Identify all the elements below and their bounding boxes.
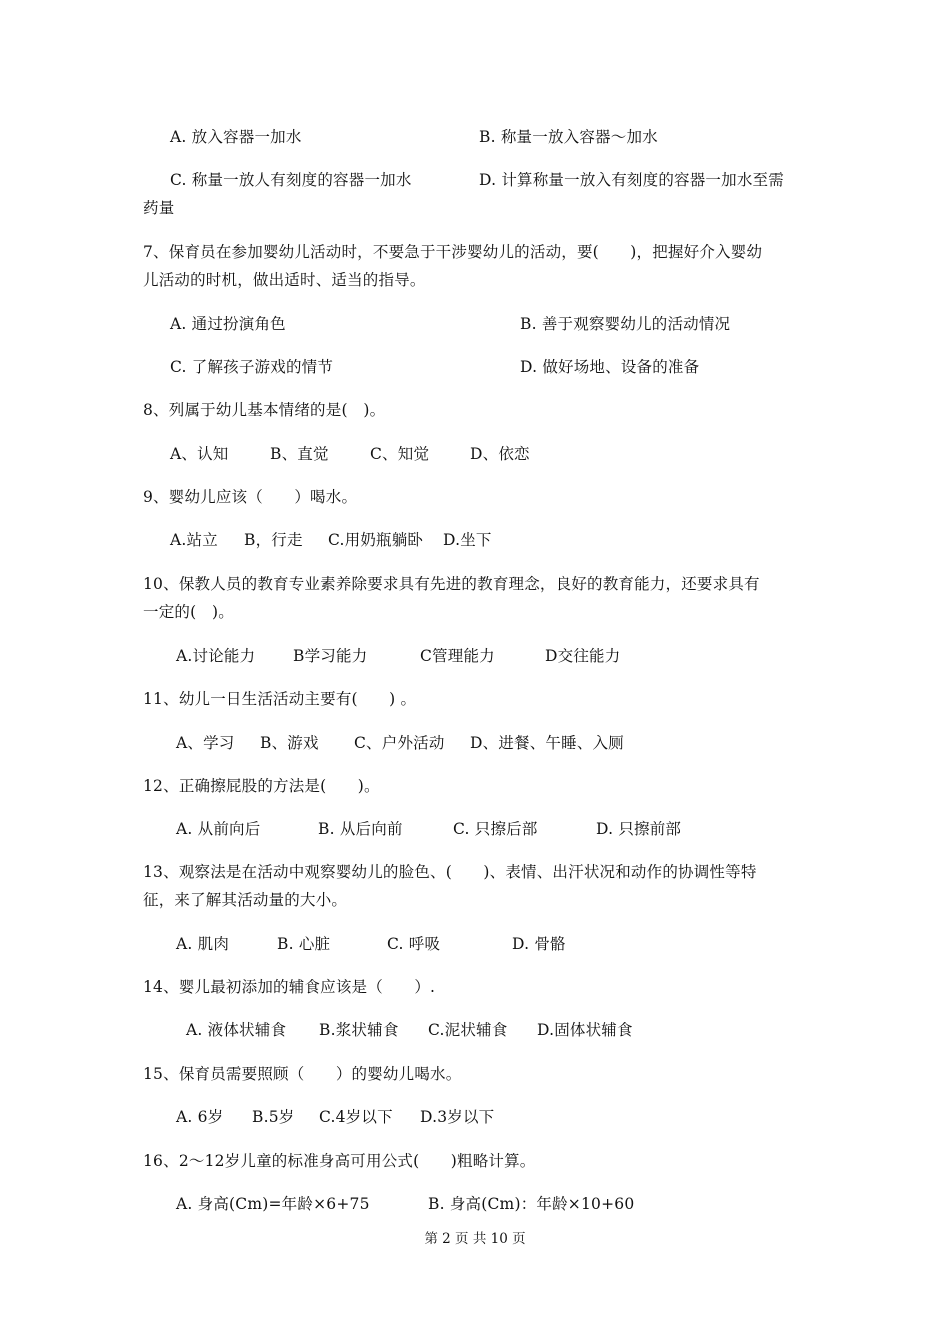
q6-option-c: C. 称量一放人有刻度的容器一加水: [170, 171, 412, 189]
q12-option-a: A. 从前向后: [176, 820, 261, 838]
q11-option-b: B、游戏: [260, 734, 319, 752]
q16-option-b: B. 身高(Cm)：年龄×10+60: [428, 1195, 635, 1213]
q13-stem: 13、观察法是在活动中观察婴幼儿的脸色、( )、表情、出汗状况和动作的协调性等特: [143, 863, 757, 881]
q14-stem: 14、婴儿最初添加的辅食应该是（ ）.: [143, 978, 436, 996]
q7-option-c: C. 了解孩子游戏的情节: [170, 358, 334, 376]
q13-option-c: C. 呼吸: [387, 935, 441, 953]
q15-option-b: B.5岁: [252, 1108, 295, 1126]
q6-option-a: A. 放入容器一加水: [170, 128, 302, 146]
q8-option-c: C、知觉: [370, 445, 430, 463]
q14-option-d: D.固体状辅食: [537, 1021, 633, 1039]
q11-option-c: C、户外活动: [354, 734, 445, 752]
q7-stem-continuation: 儿活动的时机，做出适时、适当的指导。: [143, 271, 426, 289]
q10-stem: 10、保教人员的教育专业素养除要求具有先进的教育理念，良好的教育能力，还要求具有: [143, 575, 760, 593]
q11-option-a: A、学习: [176, 734, 235, 752]
q11-option-d: D、进餐、午睡、入厕: [470, 734, 624, 752]
q9-stem: 9、婴幼儿应该（ ）喝水。: [143, 488, 358, 506]
q12-option-c: C. 只擦后部: [453, 820, 538, 838]
q6-option-d: D. 计算称量一放入有刻度的容器一加水至需: [479, 171, 784, 189]
q12-option-d: D. 只擦前部: [596, 820, 682, 838]
q9-option-a: A.站立: [170, 531, 218, 549]
q8-option-a: A、认知: [170, 445, 229, 463]
q9-option-b: B，行走: [244, 531, 303, 549]
q15-stem: 15、保育员需要照顾（ ）的婴幼儿喝水。: [143, 1065, 462, 1083]
q13-option-d: D. 骨骼: [512, 935, 566, 953]
q8-option-b: B、直觉: [270, 445, 329, 463]
q14-option-c: C.泥状辅食: [428, 1021, 508, 1039]
q10-option-d: D交往能力: [545, 647, 621, 665]
q10-option-c: C管理能力: [420, 647, 495, 665]
q8-option-d: D、依恋: [470, 445, 530, 463]
q9-option-d: D.坐下: [443, 531, 492, 549]
q14-option-a: A. 液体状辅食: [186, 1021, 287, 1039]
q7-stem: 7、保育员在参加婴幼儿活动时，不要急于干涉婴幼儿的活动，要( )，把握好介入婴幼: [143, 243, 763, 261]
q10-stem-continuation: 一定的( )。: [143, 603, 234, 621]
q16-option-a: A. 身高(Cm)=年龄×6+75: [176, 1195, 370, 1213]
q11-stem: 11、幼儿一日生活活动主要有( ) 。: [143, 690, 417, 708]
q16-stem: 16、2～12岁儿童的标准身高可用公式( )粗略计算。: [143, 1152, 536, 1170]
q10-option-a: A.讨论能力: [176, 647, 256, 665]
q6-option-d-continuation: 药量: [143, 199, 175, 217]
q13-stem-continuation: 征，来了解其活动量的大小。: [143, 891, 348, 909]
page-number-footer: 第 2 页 共 10 页: [424, 1231, 526, 1247]
q8-stem: 8、列属于幼儿基本情绪的是( )。: [143, 401, 386, 419]
q12-option-b: B. 从后向前: [318, 820, 403, 838]
q7-option-d: D. 做好场地、设备的准备: [520, 358, 700, 376]
q15-option-a: A. 6岁: [176, 1108, 224, 1126]
q10-option-b: B学习能力: [293, 647, 368, 665]
q13-option-b: B. 心脏: [277, 935, 331, 953]
q14-option-b: B.浆状辅食: [319, 1021, 399, 1039]
q13-option-a: A. 肌肉: [176, 935, 230, 953]
q7-option-a: A. 通过扮演角色: [170, 315, 286, 333]
q15-option-d: D.3岁以下: [420, 1108, 495, 1126]
q9-option-c: C.用奶瓶躺卧: [328, 531, 424, 549]
q12-stem: 12、正确擦屁股的方法是( )。: [143, 777, 380, 795]
q6-option-b: B. 称量一放入容器～加水: [479, 128, 658, 146]
q7-option-b: B. 善于观察婴幼儿的活动情况: [520, 315, 731, 333]
q15-option-c: C.4岁以下: [319, 1108, 393, 1126]
